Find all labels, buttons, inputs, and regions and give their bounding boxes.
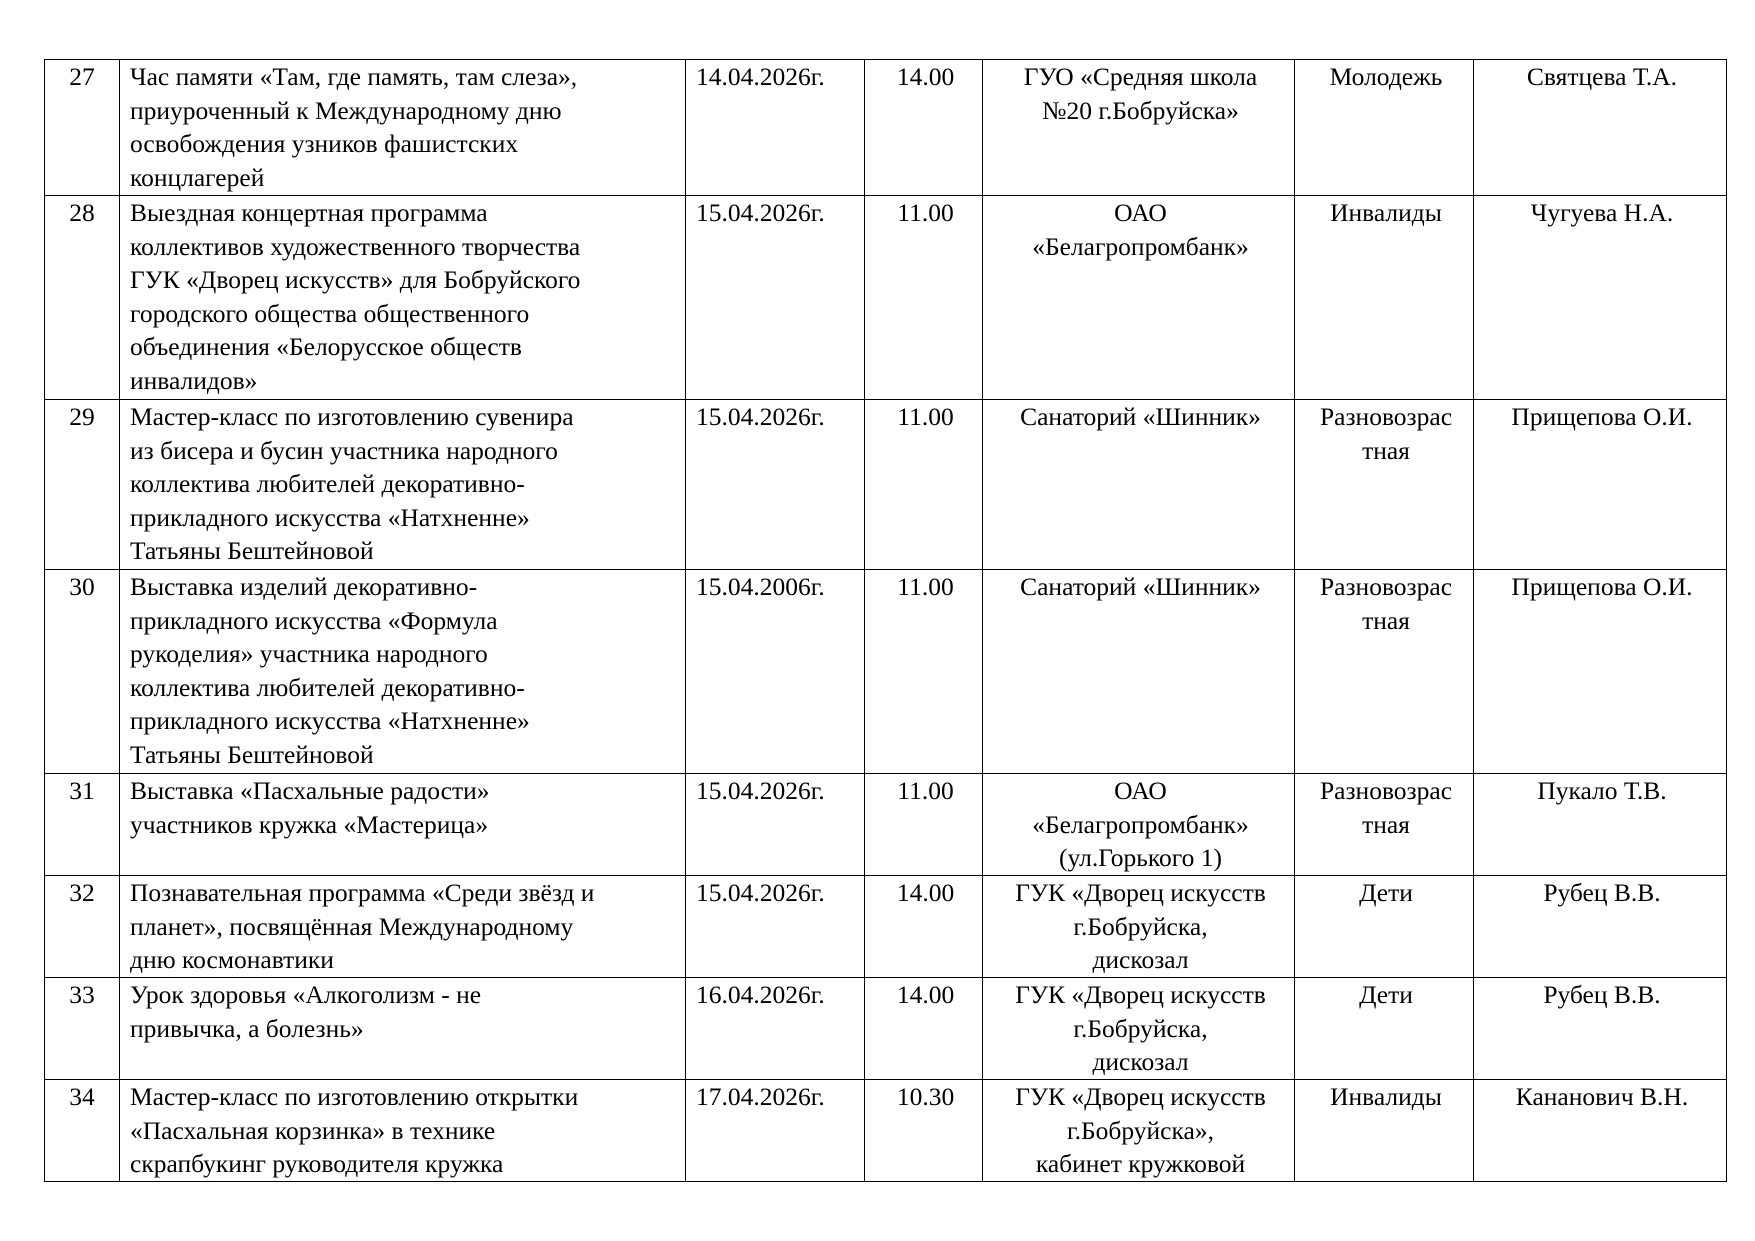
- event-title: Мастер-класс по изготовлению открытки «Пасхальная корзинка» в технике скрапбукинг руководителя кружка: [120, 1080, 686, 1182]
- event-time: 14.00: [865, 978, 983, 1080]
- event-date: 15.04.2006г.: [686, 570, 865, 774]
- event-responsible: Рубец В.В.: [1474, 876, 1727, 978]
- row-number: 29: [45, 400, 120, 570]
- row-number: 27: [45, 60, 120, 196]
- table-row: [45, 196, 1727, 400]
- event-date: 15.04.2026г.: [686, 774, 865, 876]
- event-date: 17.04.2026г.: [686, 1080, 865, 1182]
- event-responsible: Прищепова О.И.: [1474, 400, 1727, 570]
- event-venue: ОАО «Белагропромбанк»: [983, 196, 1295, 400]
- event-title: Выездная концертная программа коллективов художественного творчества ГУК «Дворец искусств» для Бобруйского городского общества общественного объединения «Белорусское обществ инвалидов»: [120, 196, 686, 400]
- event-audience: Инвалиды: [1295, 196, 1474, 400]
- event-time: 11.00: [865, 196, 983, 400]
- event-title: Час памяти «Там, где память, там слеза», приуроченный к Международному дню освобождения узников фашистских концлагерей: [120, 60, 686, 196]
- event-title: Урок здоровья «Алкоголизм - не привычка, а болезнь»: [120, 978, 686, 1080]
- event-date: 15.04.2026г.: [686, 876, 865, 978]
- event-responsible: Прищепова О.И.: [1474, 570, 1727, 774]
- event-responsible: Святцева Т.А.: [1474, 60, 1727, 196]
- row-number: 30: [45, 570, 120, 774]
- event-audience: Инвалиды: [1295, 1080, 1474, 1182]
- event-title: Выставка изделий декоративно- прикладного искусства «Формула рукоделия» участника народного коллектива любителей декоративно- прикладного искусства «Натхненне» Татьяны Бештейновой: [120, 570, 686, 774]
- table-row: [45, 400, 1727, 570]
- table-row: [45, 60, 1727, 196]
- row-number: 32: [45, 876, 120, 978]
- row-number: 34: [45, 1080, 120, 1182]
- event-audience: Дети: [1295, 978, 1474, 1080]
- table-row: [45, 1080, 1727, 1182]
- events-table: [44, 59, 1727, 1182]
- row-number: 31: [45, 774, 120, 876]
- event-time: 11.00: [865, 400, 983, 570]
- event-title: Мастер-класс по изготовлению сувенира из бисера и бусин участника народного коллектива любителей декоративно- прикладного искусства «Натхненне» Татьяны Бештейновой: [120, 400, 686, 570]
- event-venue: ГУО «Средняя школа №20 г.Бобруйска»: [983, 60, 1295, 196]
- event-audience: Разновозрас тная: [1295, 400, 1474, 570]
- event-date: 14.04.2026г.: [686, 60, 865, 196]
- event-time: 11.00: [865, 774, 983, 876]
- table-row: [45, 570, 1727, 774]
- row-number: 28: [45, 196, 120, 400]
- event-date: 15.04.2026г.: [686, 400, 865, 570]
- event-responsible: Кананович В.Н.: [1474, 1080, 1727, 1182]
- event-responsible: Рубец В.В.: [1474, 978, 1727, 1080]
- event-title: Выставка «Пасхальные радости» участников кружка «Мастерица»: [120, 774, 686, 876]
- event-venue: ГУК «Дворец искусств г.Бобруйска, дискозал: [983, 978, 1295, 1080]
- event-date: 16.04.2026г.: [686, 978, 865, 1080]
- event-venue: ОАО «Белагропромбанк» (ул.Горького 1): [983, 774, 1295, 876]
- event-venue: ГУК «Дворец искусств г.Бобруйска», кабинет кружковой: [983, 1080, 1295, 1182]
- event-audience: Молодежь: [1295, 60, 1474, 196]
- event-audience: Дети: [1295, 876, 1474, 978]
- table-row: [45, 774, 1727, 876]
- table-row: [45, 978, 1727, 1080]
- event-title: Познавательная программа «Среди звёзд и планет», посвящённая Международному дню космонавтики: [120, 876, 686, 978]
- row-number: 33: [45, 978, 120, 1080]
- event-venue: Санаторий «Шинник»: [983, 570, 1295, 774]
- event-time: 11.00: [865, 570, 983, 774]
- table-row: [45, 876, 1727, 978]
- event-responsible: Пукало Т.В.: [1474, 774, 1727, 876]
- event-venue: Санаторий «Шинник»: [983, 400, 1295, 570]
- event-time: 10.30: [865, 1080, 983, 1182]
- event-audience: Разновозрас тная: [1295, 570, 1474, 774]
- event-audience: Разновозрас тная: [1295, 774, 1474, 876]
- event-time: 14.00: [865, 60, 983, 196]
- event-time: 14.00: [865, 876, 983, 978]
- event-venue: ГУК «Дворец искусств г.Бобруйска, дискозал: [983, 876, 1295, 978]
- event-date: 15.04.2026г.: [686, 196, 865, 400]
- event-responsible: Чугуева Н.А.: [1474, 196, 1727, 400]
